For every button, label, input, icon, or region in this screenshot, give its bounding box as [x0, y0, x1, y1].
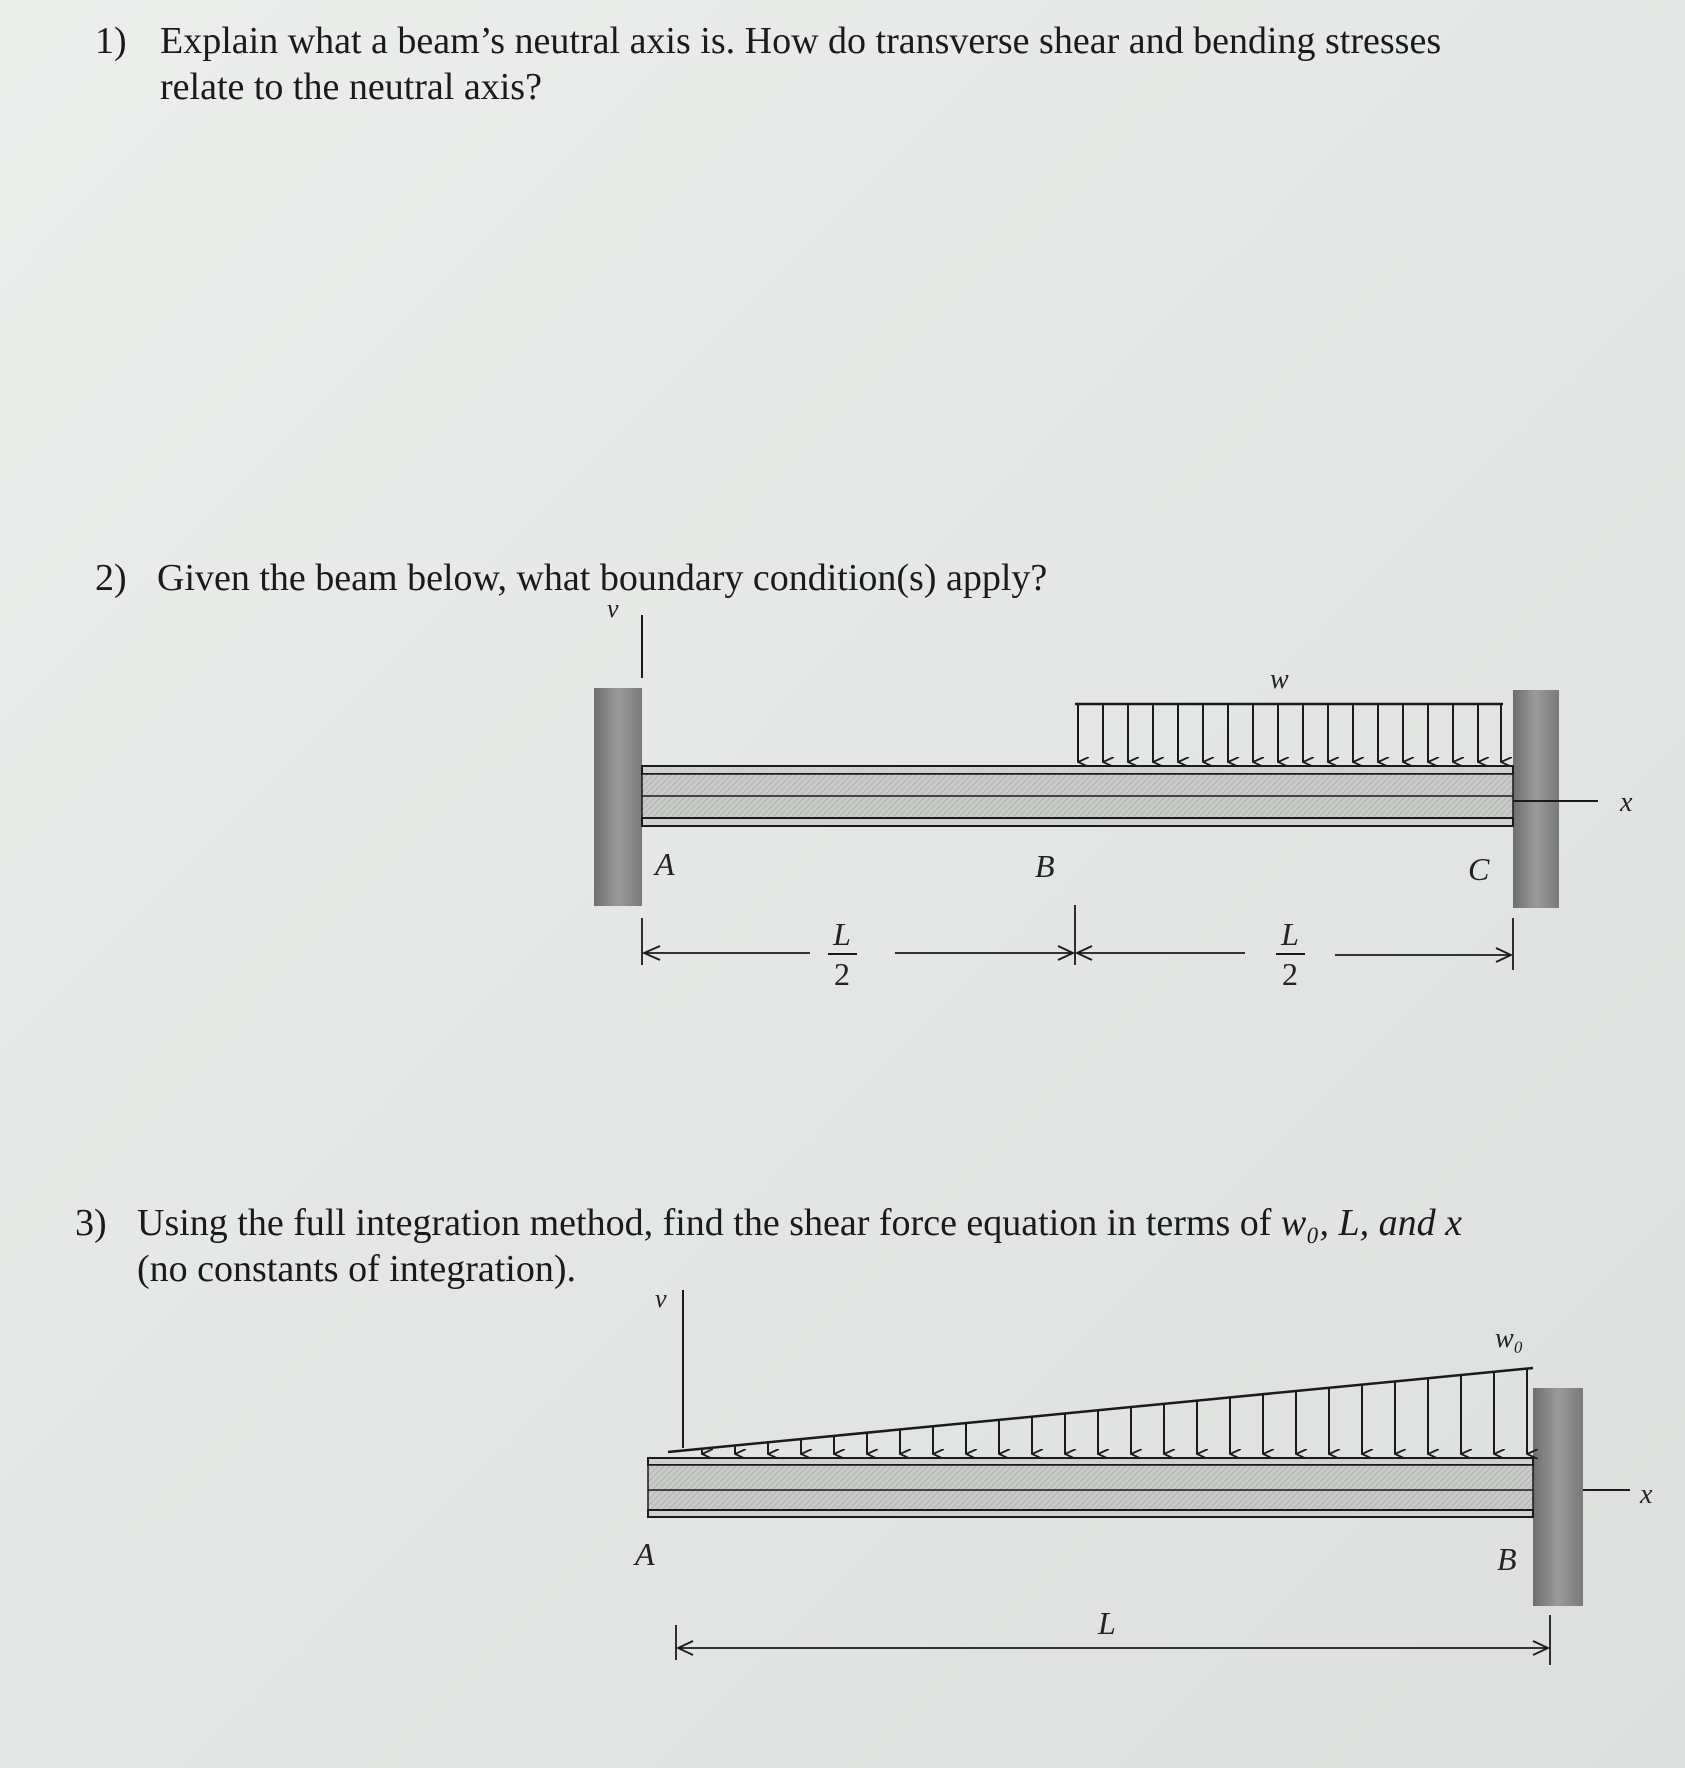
- fig1-point-c: C: [1468, 851, 1490, 887]
- fig1-x-label: x: [1620, 787, 1633, 818]
- question-2-text: Given the beam below, what boundary condition(s) apply?: [157, 557, 1048, 599]
- fig1-distributed-load: [1075, 704, 1503, 762]
- question-3-math-variables: w₀, L, and x: [1280, 1202, 1462, 1244]
- fig1-left-wall: [594, 688, 642, 906]
- fig2-beam: [648, 1458, 1533, 1517]
- fig2-point-a: A: [635, 1536, 655, 1572]
- fig1-dimension-lines: [642, 905, 1513, 970]
- svg-text:L: L: [833, 916, 851, 952]
- fig2-triangular-load: [668, 1368, 1533, 1454]
- fig2-right-wall: [1533, 1388, 1583, 1606]
- svg-text:L: L: [1281, 916, 1299, 952]
- figure-1-fixed-fixed-beam: [594, 594, 1633, 992]
- question-2-number: 2): [95, 557, 127, 599]
- fig1-v-label: v: [607, 594, 619, 623]
- fig1-point-a: A: [655, 846, 675, 882]
- fig2-v-label: v: [655, 1284, 667, 1313]
- fig1-span-right-fraction: [1276, 916, 1305, 992]
- question-1-text-line2: relate to the neutral axis?: [160, 66, 542, 108]
- fig2-length-label: L: [1098, 1605, 1116, 1641]
- fig1-beam: [642, 766, 1513, 826]
- svg-text:2: 2: [834, 956, 850, 992]
- question-1-number: 1): [95, 20, 127, 62]
- fig2-point-b: B: [1497, 1541, 1517, 1577]
- question-1-text-line1: Explain what a beam’s neutral axis is. How do transverse shear and bending stresses: [160, 20, 1442, 62]
- fig1-w-label: w: [1270, 664, 1289, 695]
- fig1-span-left-fraction: [828, 916, 857, 992]
- question-3-text-line2: (no constants of integration).: [137, 1248, 577, 1290]
- fig2-w0-label: w₀: [1495, 1323, 1524, 1354]
- fig2-x-label: x: [1640, 1479, 1653, 1510]
- fig1-right-wall: [1513, 690, 1559, 908]
- question-3-text-line1: Using the full integration method, find the shear force equation in terms of: [137, 1202, 1281, 1244]
- fig1-point-b: B: [1035, 848, 1055, 884]
- svg-text:2: 2: [1282, 956, 1298, 992]
- question-3-number: 3): [75, 1202, 107, 1244]
- figure-2-cantilever-beam: [633, 1284, 1653, 1665]
